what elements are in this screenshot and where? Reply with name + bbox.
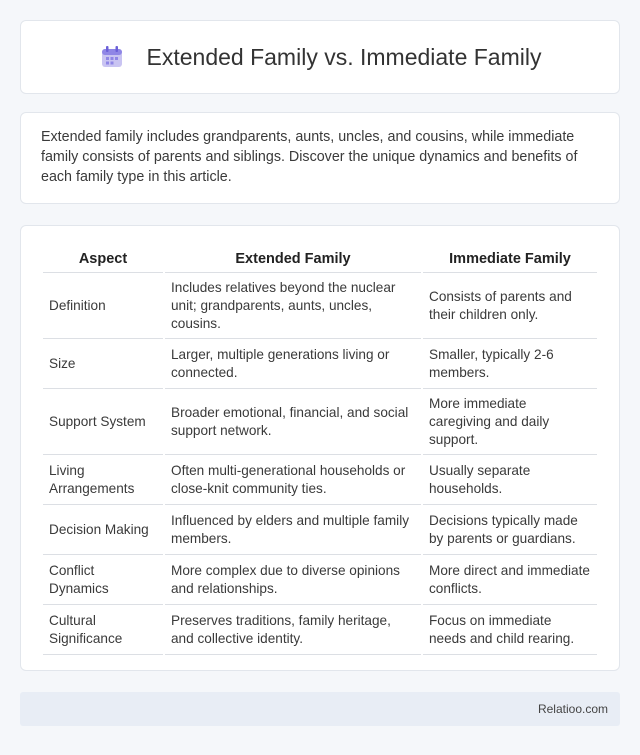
cell-immediate: Smaller, typically 2-6 members. bbox=[423, 339, 597, 389]
table-header-row bbox=[43, 242, 597, 273]
table-row bbox=[43, 339, 597, 389]
cell-immediate: Decisions typically made by parents or guardians. bbox=[423, 505, 597, 555]
page-title: Extended Family vs. Immediate Family bbox=[146, 43, 542, 70]
cell-aspect: Definition bbox=[43, 273, 163, 339]
cell-extended: Includes relatives beyond the nuclear unit; grandparents, aunts, uncles, cousins. bbox=[165, 273, 421, 339]
comparison-table bbox=[41, 242, 599, 655]
cell-aspect: Decision Making bbox=[43, 505, 163, 555]
table-row bbox=[43, 389, 597, 455]
column-header-immediate: Immediate Family bbox=[423, 242, 597, 273]
cell-immediate: More immediate caregiving and daily support. bbox=[423, 389, 597, 455]
cell-aspect: Size bbox=[43, 339, 163, 389]
table-row bbox=[43, 455, 597, 505]
table-row bbox=[43, 605, 597, 655]
cell-immediate: Usually separate households. bbox=[423, 455, 597, 505]
intro-text: Extended family includes grandparents, aunts, uncles, and cousins, while immediate family consists of parents and siblings. Discover the unique dynamics and benefits of each family type in this article. bbox=[41, 129, 578, 185]
calendar-icon bbox=[99, 44, 125, 70]
table-row bbox=[43, 505, 597, 555]
column-header-extended: Extended Family bbox=[165, 242, 421, 273]
cell-extended: Influenced by elders and multiple family members. bbox=[165, 505, 421, 555]
column-header-aspect: Aspect bbox=[43, 242, 163, 273]
cell-extended: More complex due to diverse opinions and relationships. bbox=[165, 555, 421, 605]
cell-extended: Often multi-generational households or close-knit community ties. bbox=[165, 455, 421, 505]
cell-immediate: More direct and immediate conflicts. bbox=[423, 555, 597, 605]
header-card bbox=[20, 20, 620, 94]
cell-aspect: Support System bbox=[43, 389, 163, 455]
table-row bbox=[43, 555, 597, 605]
cell-immediate: Focus on immediate needs and child rearing. bbox=[423, 605, 597, 655]
intro-card bbox=[20, 112, 620, 204]
footer-bar bbox=[20, 692, 620, 726]
cell-extended: Preserves traditions, family heritage, and collective identity. bbox=[165, 605, 421, 655]
table-row bbox=[43, 273, 597, 339]
cell-immediate: Consists of parents and their children only. bbox=[423, 273, 597, 339]
cell-aspect: Living Arrangements bbox=[43, 455, 163, 505]
cell-extended: Larger, multiple generations living or connected. bbox=[165, 339, 421, 389]
comparison-table-card bbox=[20, 225, 620, 671]
cell-extended: Broader emotional, financial, and social support network. bbox=[165, 389, 421, 455]
cell-aspect: Conflict Dynamics bbox=[43, 555, 163, 605]
cell-aspect: Cultural Significance bbox=[43, 605, 163, 655]
footer-brand[interactable]: Relatioo.com bbox=[537, 702, 608, 716]
